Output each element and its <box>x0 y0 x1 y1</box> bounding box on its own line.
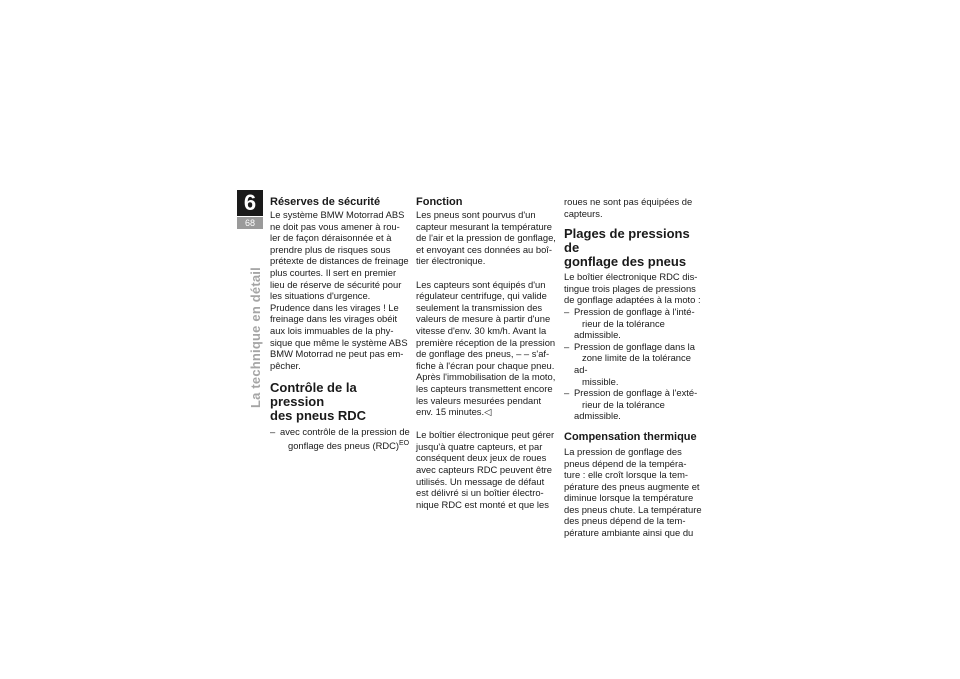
paragraph-pressure-ranges: Le boîtier électronique RDC dis- tingue trois plages de pressions de gonflage adaptées à la moto : <box>564 271 701 306</box>
list-item: – Pression de gonflage à l'exté- rieur de la tolérance admissible. <box>564 387 698 422</box>
heading-safety-reserves: Réserves de sécurité <box>270 196 381 208</box>
column-1 <box>270 196 410 452</box>
equipment-code: EO <box>399 439 410 447</box>
heading-thermal-compensation: Compensation thermique <box>564 430 697 443</box>
paragraph-abs-safety: Le système BMW Motorrad ABS ne doit pas vous amener à rou- ler de façon déraisonnée et à prendre plus de risques sous prétexte de distances de freinage plus courtes. Il sert en premier lieu de réserve de sécurité pour les situations d'urgence. Prudence dans les virages ! Le freinage dans les virages obéit aux lois immuables de la phy- sique que même le système ABS BMW Motorrad ne peut pas em- pêcher. <box>270 209 409 371</box>
chapter-number: 6 <box>237 190 263 216</box>
paragraph-control-unit: Le boîtier électronique peut gérer jusqu'à quatre capteurs, et par conséquent deux jeux de roues avec capteurs RDC peuvent être utilisés. Un message de défaut est délivré si un boîtier électro- nique RDC est monté et que les <box>416 429 555 510</box>
heading-rdc: Contrôle de la pression des pneus RDC <box>270 380 367 424</box>
chapter-tab <box>237 190 263 229</box>
paragraph-centrifugal-regulator: Les capteurs sont équipés d'un régulateur centrifuge, qui valide seulement la transmission des valeurs de mesure à partir d'une vitesse d'env. 30 km/h. Avant la première réception de la pression de gonflage des pneus, – – s'af- fiche à l'écran pour chaque pneu. Après l'immobilisation de la moto, les capteurs transmettent encore les valeurs mesurées pendant env. 15 minutes.◁ <box>416 278 556 418</box>
paragraph-continued: roues ne sont pas équipées de capteurs. <box>564 196 693 219</box>
list-item: – avec contrôle de la pression de gonflage des pneus (RDC)$^{EO}$ <box>270 426 410 452</box>
heading-pressure-ranges: Plages de pressions de gonflage des pneus <box>564 226 690 270</box>
chapter-side-title: La technique en détail <box>248 267 263 408</box>
page-number: 68 <box>237 217 263 229</box>
paragraph-sensors: Les pneus sont pourvus d'un capteur mesurant la température de l'air et la pression de gonflage, et envoyant ces données au boî- tier électronique. <box>416 209 556 267</box>
list-dash: – <box>270 426 276 438</box>
column-3 <box>564 196 704 539</box>
list-item: – Pression de gonflage à l'inté- rieur de la tolérance admissible. <box>564 305 695 341</box>
paragraph-thermal-compensation: La pression de gonflage des pneus dépend de la tempéra- ture : elle croît lorsque la tem- pérature des pneus augmente et diminue lorsque la température des pneus chute. La température des pneus dépend de la tem- pérature ambiante ainsi que du <box>564 445 702 539</box>
heading-function: Fonction <box>416 196 463 208</box>
list-dash: – <box>564 387 570 399</box>
list-item: – Pression de gonflage dans la zone limite de la tolérance ad- missible. <box>564 340 695 387</box>
rdc-option-list <box>270 426 410 451</box>
column-2 <box>416 196 556 510</box>
list-dash: – <box>564 305 570 317</box>
pressure-range-list <box>564 306 704 422</box>
list-dash: – <box>564 340 570 352</box>
